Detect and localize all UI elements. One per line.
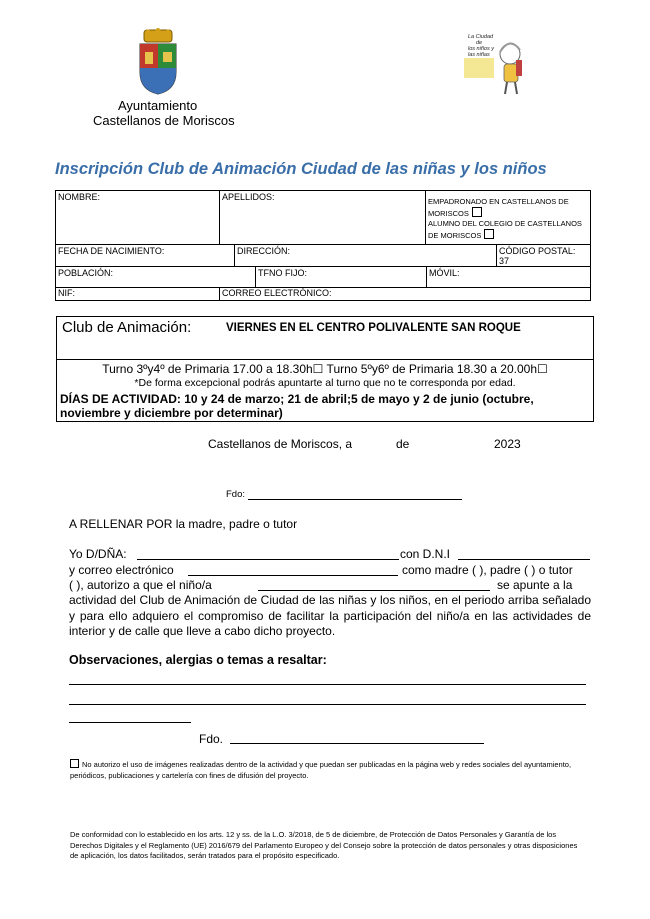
club-place: VIERNES EN EL CENTRO POLIVALENTE SAN ROQUE (226, 322, 521, 334)
signature-line-2[interactable] (230, 743, 484, 744)
image-consent-checkbox[interactable] (70, 759, 79, 768)
coat-of-arms-icon (136, 28, 180, 96)
direccion-label: DIRECCIÓN: (237, 246, 291, 256)
movil-label: MÓVIL: (429, 268, 460, 278)
nif-label: NIF: (58, 288, 75, 298)
codigo-postal-label: CÓDIGO POSTAL: (499, 246, 576, 256)
club-label: Club de Animación: (62, 319, 192, 336)
image-consent-text: No autorizo el uso de imágenes realizadas dentro de la actividad y que puedan ser publicadas en la página web y redes sociales del ayuntamiento, periódicos, publicaciones y cartelería con fines de difusión del proyecto. (70, 760, 572, 780)
dias-actividad: DÍAS DE ACTIVIDAD: 10 y 24 de marzo; 21 de abril;5 de mayo y 2 de junio (octubre, noviembre y diciembre por determinar) (60, 392, 534, 420)
observaciones-line-3[interactable] (69, 722, 191, 723)
correo-tutor-line[interactable] (188, 575, 398, 576)
empadronado-cell (425, 190, 591, 245)
yo-label: Yo D/DÑA: (69, 547, 127, 561)
ciudad-ninos-logo (462, 30, 530, 98)
tutor-heading: A RELLENAR POR la madre, padre o tutor (69, 517, 298, 531)
nino-name-line[interactable] (258, 590, 490, 591)
alumno-checkbox[interactable] (484, 229, 494, 239)
direccion-field[interactable] (234, 244, 497, 267)
nombre-label: NOMBRE: (58, 192, 101, 202)
date-year: 2023 (494, 437, 521, 451)
club-divider (56, 359, 594, 360)
dni-line[interactable] (458, 559, 590, 560)
image-consent (70, 759, 586, 781)
observaciones-line-2[interactable] (69, 704, 586, 705)
correo-tutor-label: y correo electrónico (69, 563, 174, 577)
town-name-line1: Ayuntamiento (118, 98, 198, 113)
date-de-label: de (396, 437, 410, 451)
signature-line-1[interactable] (248, 499, 462, 500)
signature-label-1: Fdo: (226, 489, 246, 500)
place-date-label: Castellanos de Moriscos, a (208, 437, 353, 451)
movil-field[interactable] (426, 266, 591, 288)
town-name-line2: Castellanos de Moriscos (93, 113, 235, 128)
fecha-nacimiento-field[interactable] (55, 244, 235, 267)
empadronado-label: EMPADRONADO EN CASTELLANOS DE MORISCOS (428, 197, 569, 218)
logo-text-line: La Ciudad (468, 34, 494, 40)
nif-field[interactable] (55, 287, 220, 301)
tfno-fijo-label: TFNO FIJO: (258, 268, 307, 278)
observaciones-line-1[interactable] (69, 684, 586, 685)
apellidos-label: APELLIDOS: (222, 192, 275, 202)
nombre-tutor-line[interactable] (137, 559, 399, 560)
fecha-nacimiento-label: FECHA DE NACIMIENTO: (58, 246, 165, 256)
legal-notice: De conformidad con lo establecido en los arts. 12 y ss. de la L.O. 3/2018, de 5 de diciembre, de Protección de Datos Personales y Garantía de los Derechos Digitales y el Reglamento (UE) 2016/679 del Parlamento Europeo y del Consejo sobre la protección de datos personales y otras disposiciones de aplicación, los datos facilitados, serán tratados para el propósito especificado. (70, 830, 578, 860)
page-title: Inscripción Club de Animación Ciudad de las niñas y los niños (55, 160, 547, 178)
observaciones-label: Observaciones, alergias o temas a resaltar: (69, 653, 327, 667)
empadronado-checkbox[interactable] (472, 207, 482, 217)
poblacion-field[interactable] (55, 266, 256, 288)
apunte-label: se apunte a la (497, 578, 573, 592)
logo-text-line: de (476, 40, 483, 46)
turnos-options[interactable]: Turno 3ºy4º de Primaria 17.00 a 18.30h☐ Turno 5ºy6º de Primaria 18.30 a 20.00h☐ (102, 362, 548, 376)
logo-text-line: los niños y (468, 46, 494, 52)
parentesco-options[interactable]: como madre ( ), padre ( ) o tutor (402, 563, 573, 577)
nombre-field[interactable] (55, 190, 220, 245)
signature-label-2: Fdo. (199, 732, 224, 746)
correo-label: CORREO ELECTRÓNICO: (222, 288, 332, 298)
codigo-postal-value: 37 (499, 256, 510, 266)
tfno-fijo-field[interactable] (255, 266, 427, 288)
excepcion-note: *De forma excepcional podrás apuntarte al turno que no te corresponda por edad. (134, 377, 516, 389)
apellidos-field[interactable] (219, 190, 426, 245)
poblacion-label: POBLACIÓN: (58, 268, 114, 278)
tutor-paragraph: actividad del Club de Animación de Ciudad de las niñas y los niños, en el periodo arriba señalado y para ello adquiero el compromiso de facilitar la participación del niño/a en las actividades de interior y de calle que lleve a cabo dicho proyecto. (69, 593, 591, 638)
logo-text-line: las niñas (468, 52, 490, 58)
alumno-label: ALUMNO DEL COLEGIO DE CASTELLANOS DE MORISCOS (428, 219, 582, 240)
codigo-postal-field[interactable] (496, 244, 591, 267)
dni-label: con D.N.I (400, 547, 451, 561)
autorizo-label: ( ), autorizo a que el niño/a (69, 578, 212, 592)
correo-field[interactable] (219, 287, 591, 301)
